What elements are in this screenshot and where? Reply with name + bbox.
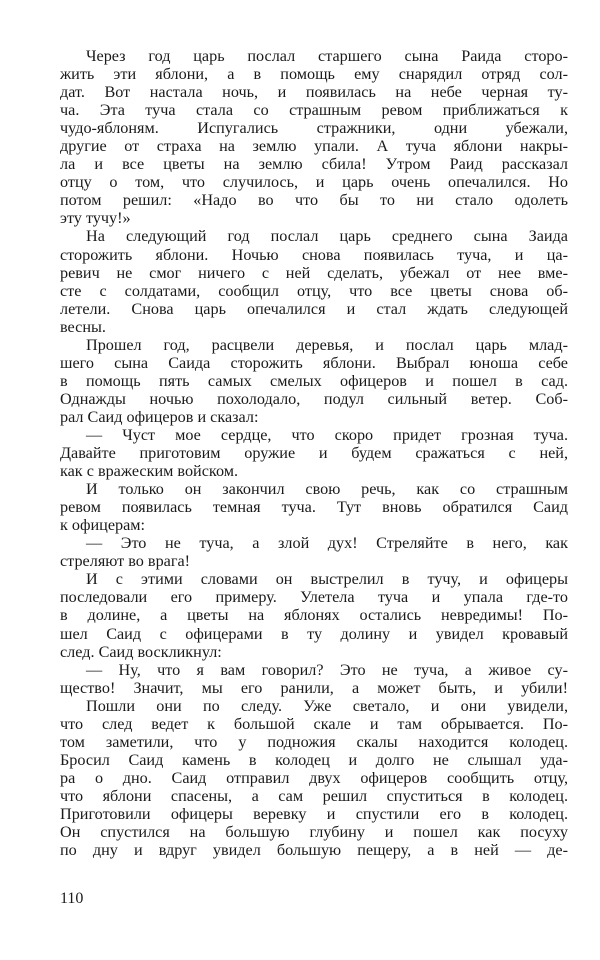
text-line: шел Саид с офицерами в ту долину и увидел кровавый — [60, 624, 568, 643]
text-line: том заметили, что у подножия скалы находится колодец. — [60, 732, 568, 751]
text-line: весны. — [60, 317, 106, 336]
text-line: ревич не смог ничего с ней сделать, убежал от нее вме- — [60, 263, 568, 282]
text-line: эту тучу!» — [60, 209, 131, 228]
text-line: чудо-яблоням. Испугались стражники, одни убежали, — [60, 119, 568, 138]
page-number: 110 — [60, 890, 84, 907]
text-line: дат. Вот настала ночь, и появилась на небе черная ту- — [60, 83, 568, 102]
text-line: ревом появилась темная туча. Тут вновь обратился Саид — [60, 498, 568, 517]
text-line: потом решил: «Надо во что бы то ни стало одолеть — [60, 191, 568, 210]
text-line: — Чуст мое сердце, что скоро придет грозная туча. — [86, 425, 568, 444]
text-line: ча. Эта туча стала со страшным ревом приближаться к — [60, 101, 568, 120]
text-line: в долине, а цветы на яблонях остались невредимы! По- — [60, 606, 568, 625]
page-body-text — [60, 47, 568, 859]
text-line: Пошли они по следу. Уже светало, и они увидели, — [86, 696, 568, 715]
text-line: рал Саид офицеров и сказал: — [60, 407, 259, 426]
text-line: что след ведет к большой скале и там обрывается. По- — [60, 714, 568, 733]
text-line: На следующий год послал царь среднего сына Заида — [86, 227, 568, 246]
text-line: шего сына Саида сторожить яблони. Выбрал юноша себе — [60, 353, 568, 372]
text-line: стреляют во врага! — [60, 552, 191, 571]
text-line: сторожить яблони. Ночью снова появилась туча, и ца- — [60, 245, 568, 264]
text-line: другие от страха на землю упали. А туча яблони накры- — [60, 137, 568, 156]
text-line: И с этими словами он выстрелил в тучу, и офицеры — [86, 570, 568, 589]
text-line: жить эти яблони, а в помощь ему снарядил отряд сол- — [60, 65, 568, 84]
text-line: по дну и вдруг увидел большую пещеру, а в ней — де- — [60, 841, 568, 860]
text-line: отцу о том, что случилось, и царь очень опечалился. Но — [60, 173, 568, 192]
text-line: Он спустился на большую глубину и пошел как посуху — [60, 823, 568, 842]
text-line: Бросил Саид камень в колодец и долго не слышал уда- — [60, 750, 568, 769]
text-line: Через год царь послал старшего сына Раида сторо- — [86, 47, 568, 65]
text-line: что яблони спасены, а сам решил спуститься в колодец. — [60, 786, 568, 805]
text-line: к офицерам: — [60, 516, 146, 535]
text-line: летели. Снова царь опечалился и стал ждать следующей — [60, 299, 568, 318]
text-line: ра о дно. Саид отправил двух офицеров сообщить отцу, — [60, 768, 568, 787]
text-line: сте с солдатами, сообщил отцу, что все цветы снова об- — [60, 281, 568, 300]
text-line: Однажды ночью похолодало, подул сильный ветер. Соб- — [60, 389, 568, 408]
text-line: И только он закончил свою речь, как со страшным — [86, 480, 568, 499]
text-line: Давайте приготовим оружие и будем сражаться с ней, — [60, 444, 568, 463]
text-line: в помощь пять самых смелых офицеров и пошел в сад. — [60, 371, 568, 390]
text-line: след. Саид воскликнул: — [60, 642, 222, 661]
text-line: — Ну, что я вам говорил? Это не туча, а живое су- — [86, 660, 568, 679]
text-line: как с вражеским войском. — [60, 462, 239, 481]
text-line: Прошел год, расцвели деревья, и послал царь млад- — [86, 335, 568, 354]
text-line: последовали его примеру. Улетела туча и упала где-то — [60, 588, 568, 607]
text-line: — Это не туча, а злой дух! Стреляйте в него, как — [86, 534, 568, 553]
text-line: щество! Значит, мы его ранили, а может быть, и убили! — [60, 678, 568, 697]
text-line: ла и все цветы на землю сбила! Утром Раид рассказал — [60, 155, 568, 174]
text-line: Приготовили офицеры веревку и спустили его в колодец. — [60, 804, 568, 823]
